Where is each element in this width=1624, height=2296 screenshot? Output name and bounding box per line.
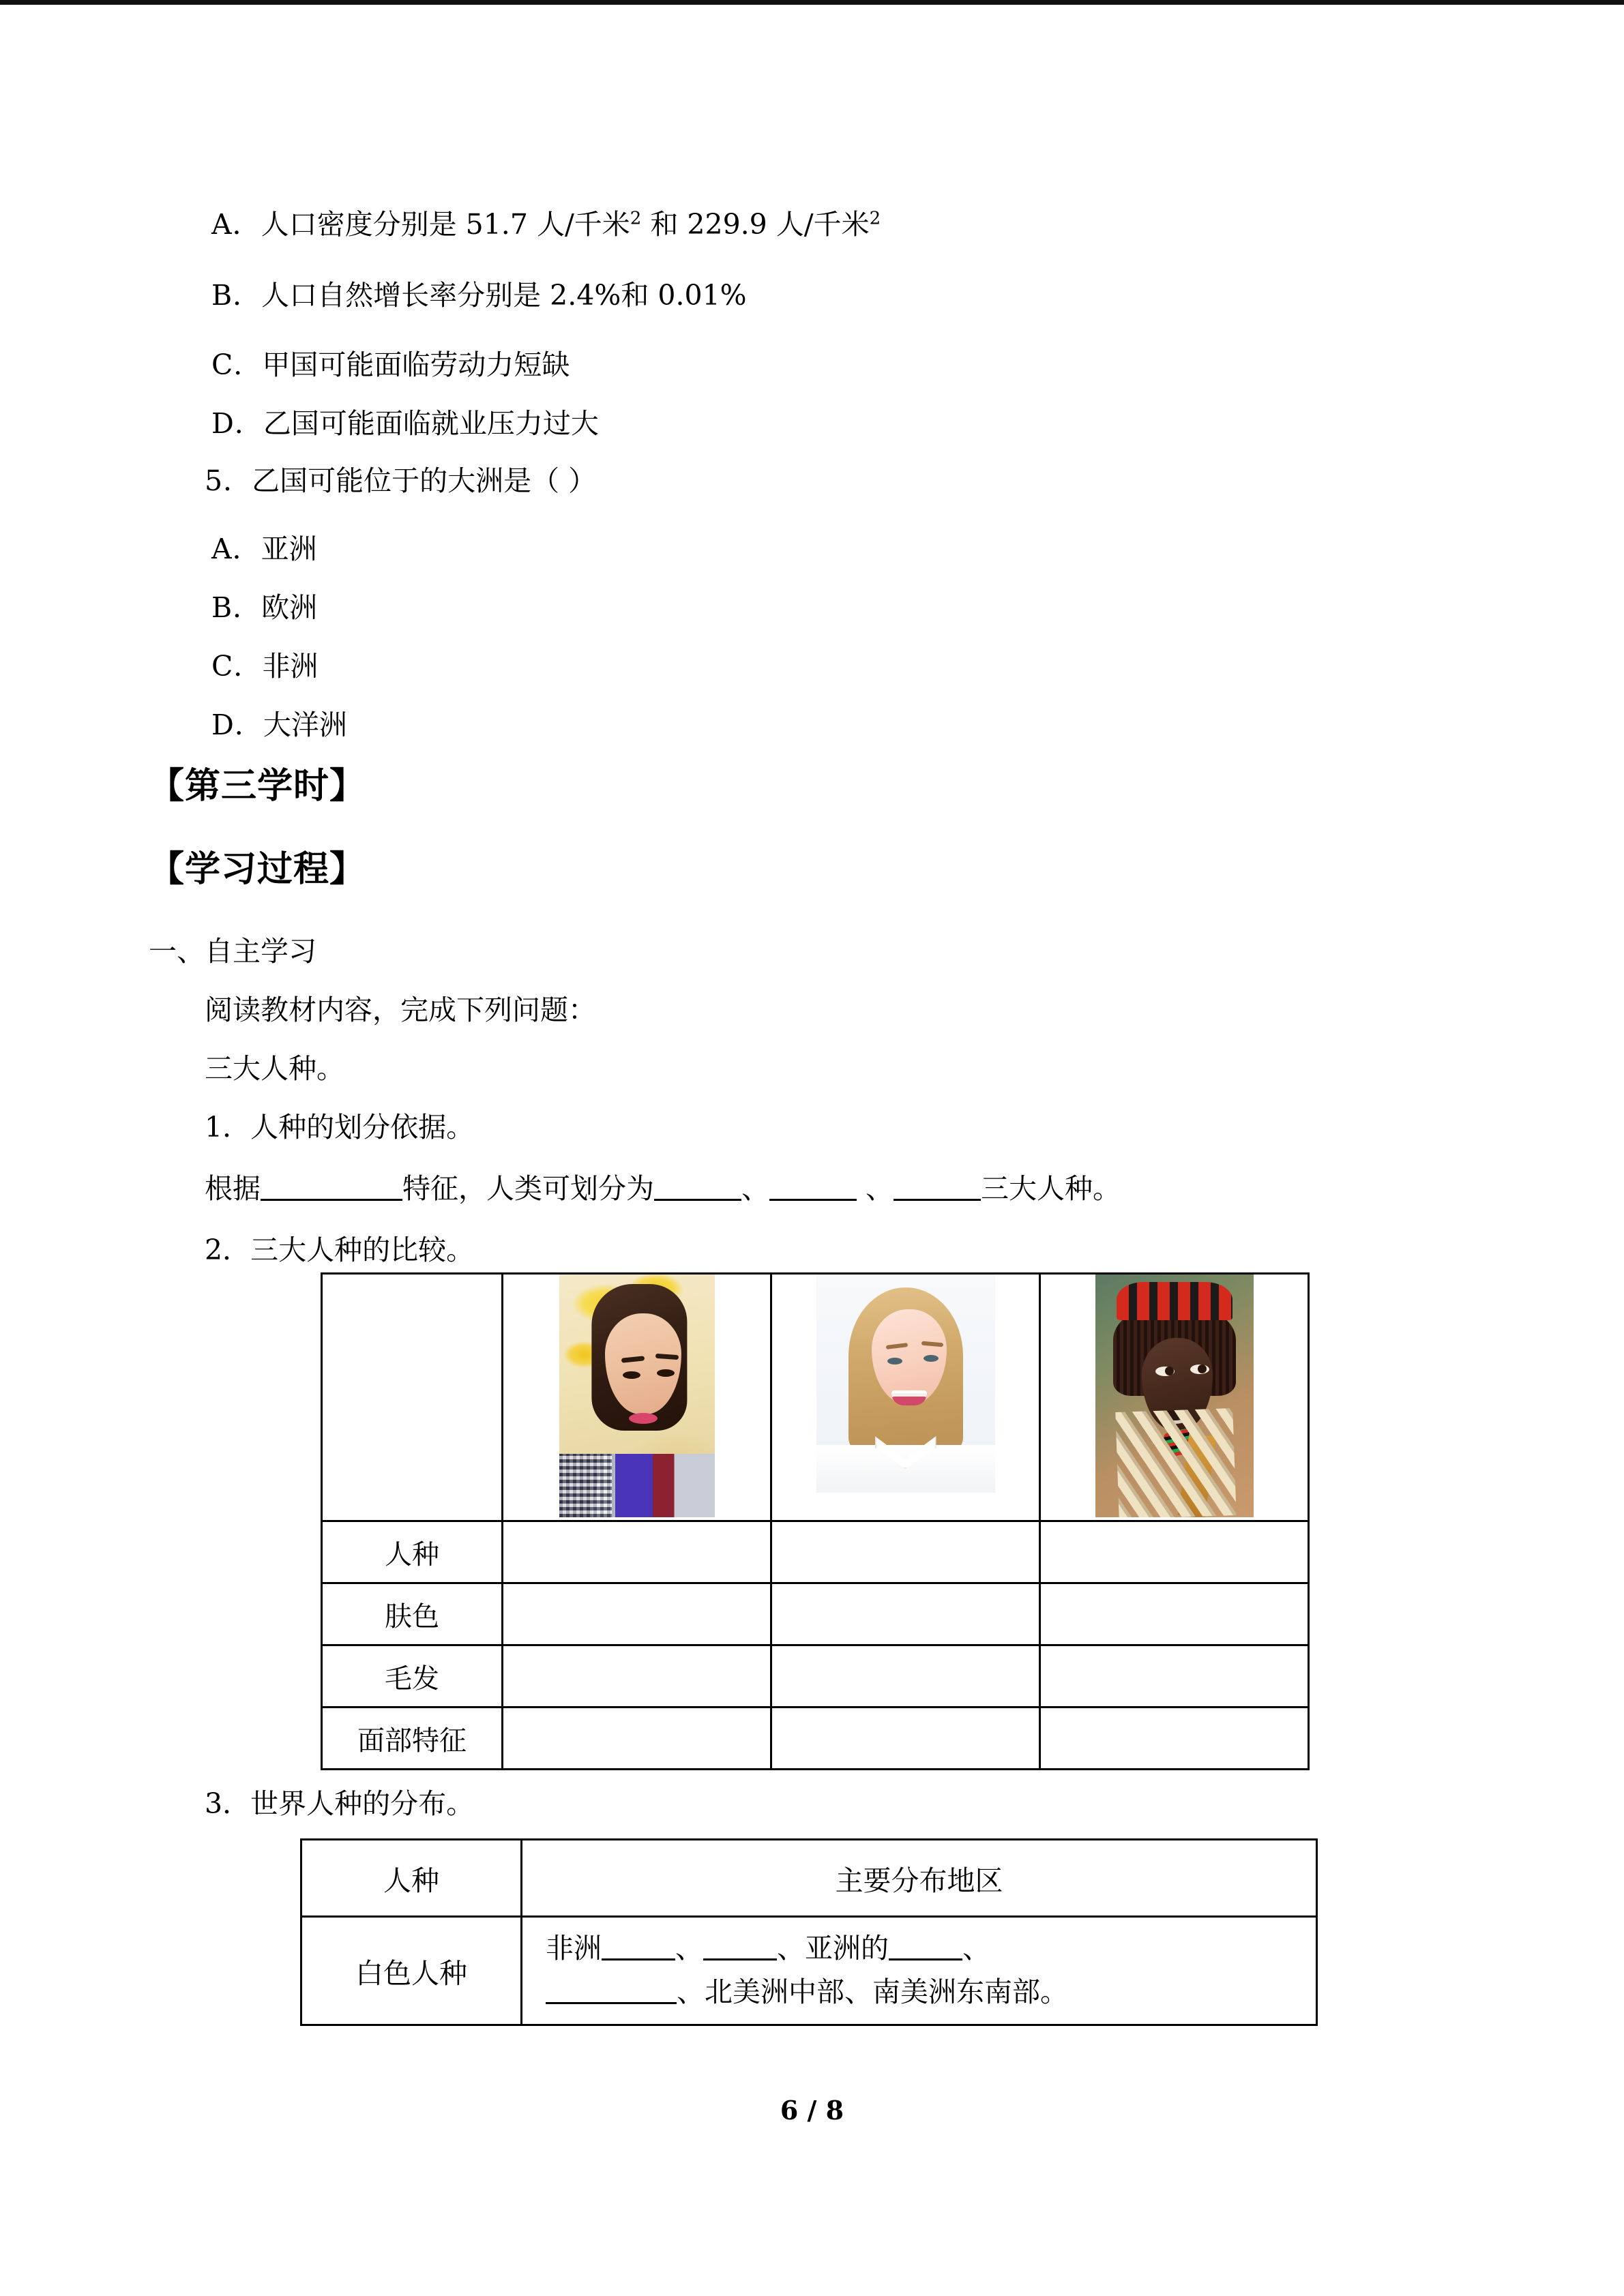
option-4-c-mark: C．: [211, 348, 263, 381]
eye-left: [887, 1358, 902, 1365]
cell-face-african[interactable]: [1040, 1708, 1309, 1770]
option-4-a: [211, 202, 881, 242]
option-4-a-text-mid: 和 229.9 人/千米: [641, 208, 870, 241]
table-header-row: [301, 1840, 1317, 1917]
blank-race-3[interactable]: [894, 1199, 981, 1201]
lips: [629, 1413, 658, 1424]
cell-skin-african[interactable]: [1040, 1583, 1309, 1645]
race-comparison-table: [321, 1272, 1310, 1770]
item-1-fill-a: 特征，人类可划分为: [402, 1172, 654, 1205]
cell-race-asian[interactable]: [503, 1521, 771, 1583]
section-instruction: 阅读教材内容，完成下列问题：: [205, 994, 596, 1026]
blank-region-3[interactable]: [889, 1958, 962, 1960]
table-row: [322, 1521, 1309, 1583]
cell-race-white: 白色人种: [301, 1917, 522, 2025]
option-5-a-text: 亚洲: [261, 533, 317, 565]
cell-skin-european[interactable]: [771, 1583, 1040, 1645]
option-5-b: [211, 585, 317, 625]
option-5-c-mark: C．: [211, 650, 263, 683]
eye-right: [657, 1369, 675, 1377]
cell-regions-white: [522, 1917, 1317, 2025]
table-row: [301, 1917, 1317, 2025]
smiling-mouth: [891, 1390, 927, 1405]
option-4-b-text: 人口自然增长率分别是 2.4%和 0.01%: [261, 279, 747, 312]
asian-woman-photo: [559, 1274, 715, 1517]
option-5-b-mark: B．: [211, 591, 262, 624]
cell-race-european[interactable]: [771, 1521, 1040, 1583]
cell-race-african[interactable]: [1040, 1521, 1309, 1583]
heading-process: 【学习过程】: [149, 848, 366, 890]
page-footer: 6 / 8: [780, 2095, 844, 2126]
blank-race-2[interactable]: [769, 1199, 857, 1201]
blank-basis[interactable]: [261, 1199, 402, 1201]
option-4-a-sup2: 2: [869, 208, 881, 229]
cell-photo-asian: [503, 1274, 771, 1521]
option-5-d-text: 大洋洲: [263, 709, 347, 741]
table-row-photos: [322, 1274, 1309, 1521]
option-4-a-mark: A．: [211, 208, 261, 241]
table-row: [322, 1583, 1309, 1645]
shell-necklace: [1115, 1408, 1236, 1517]
cell-photo-european: [771, 1274, 1040, 1521]
item-2-label: 2．三大人种的比较。: [205, 1234, 475, 1266]
option-5-a-mark: A．: [211, 533, 261, 565]
column-header-main-regions: 主要分布地区: [522, 1840, 1317, 1917]
cell-hair-african[interactable]: [1040, 1645, 1309, 1708]
regions-tail: 、北美洲中部、南美洲东南部。: [677, 1976, 1068, 2008]
blank-region-1[interactable]: [602, 1958, 675, 1960]
option-5-c-text: 非洲: [262, 650, 319, 683]
option-5-d: [211, 702, 347, 743]
item-1-label: 1．人种的划分依据。: [205, 1111, 475, 1144]
heading-lesson: 【第三学时】: [149, 765, 366, 807]
regions-sep-3: 、: [962, 1932, 990, 1965]
option-4-a-text: 人口密度分别是 51.7 人/千米: [261, 208, 630, 241]
question-5-text: 乙国可能位于的大洲是（ ）: [252, 464, 597, 497]
option-5-c: [211, 644, 318, 684]
cell-empty-corner: [322, 1274, 503, 1521]
regions-line-2: [546, 1971, 1308, 2014]
cell-face-european[interactable]: [771, 1708, 1040, 1770]
cell-photo-african: [1040, 1274, 1309, 1521]
pupil-right: [1198, 1365, 1207, 1373]
item-1-fill-line: [205, 1166, 1121, 1206]
option-4-d-text: 乙国可能面临就业压力过大: [263, 407, 599, 440]
row-label-hair: 毛发: [322, 1645, 503, 1708]
option-4-d: [211, 401, 599, 441]
regions-line-1: [546, 1927, 1308, 1971]
item-1-fill-c: 、: [857, 1172, 894, 1205]
option-4-b: [211, 273, 747, 313]
section-topic: 三大人种。: [205, 1052, 344, 1085]
option-5-d-mark: D．: [211, 709, 263, 741]
option-4-a-sup1: 2: [630, 208, 642, 229]
item-1-fill-pre: 根据: [205, 1172, 261, 1205]
blank-region-4[interactable]: [546, 2002, 677, 2004]
option-4-b-mark: B．: [211, 279, 262, 312]
blank-race-1[interactable]: [654, 1199, 741, 1201]
regions-pre: 非洲: [546, 1932, 602, 1965]
cell-hair-european[interactable]: [771, 1645, 1040, 1708]
race-distribution-table: [300, 1838, 1318, 2026]
option-4-d-mark: D．: [211, 407, 263, 440]
european-woman-photo: [816, 1274, 995, 1493]
option-4-c-text: 甲国可能面临劳动力短缺: [262, 348, 570, 381]
question-5-stem: [205, 458, 596, 498]
cell-hair-asian[interactable]: [503, 1645, 771, 1708]
question-5-number: 5．: [205, 464, 252, 497]
item-3-label: 3．世界人种的分布。: [205, 1787, 475, 1820]
section-title-self-study: 一、自主学习: [149, 935, 316, 968]
option-5-a: [211, 526, 317, 567]
row-label-race: 人种: [322, 1521, 503, 1583]
row-label-skin-color: 肤色: [322, 1583, 503, 1645]
cell-skin-asian[interactable]: [503, 1583, 771, 1645]
cell-face-asian[interactable]: [503, 1708, 771, 1770]
blank-region-2[interactable]: [703, 1958, 777, 1960]
option-4-c: [211, 342, 570, 383]
african-woman-photo: [1095, 1274, 1254, 1517]
regions-sep-2: 、亚洲的: [777, 1932, 889, 1965]
row-label-facial-features: 面部特征: [322, 1708, 503, 1770]
item-1-fill-d: 三大人种。: [981, 1172, 1121, 1205]
regions-sep-1: 、: [675, 1932, 703, 1965]
column-header-race: 人种: [301, 1840, 522, 1917]
pupil-left: [1165, 1367, 1174, 1375]
table-row: [322, 1645, 1309, 1708]
page-top-edge: [0, 0, 1624, 5]
beaded-headdress: [1117, 1282, 1232, 1320]
checkered-pattern: [559, 1454, 612, 1517]
option-5-b-text: 欧洲: [261, 591, 318, 624]
item-1-fill-b: 、: [741, 1172, 769, 1205]
table-row: [322, 1708, 1309, 1770]
